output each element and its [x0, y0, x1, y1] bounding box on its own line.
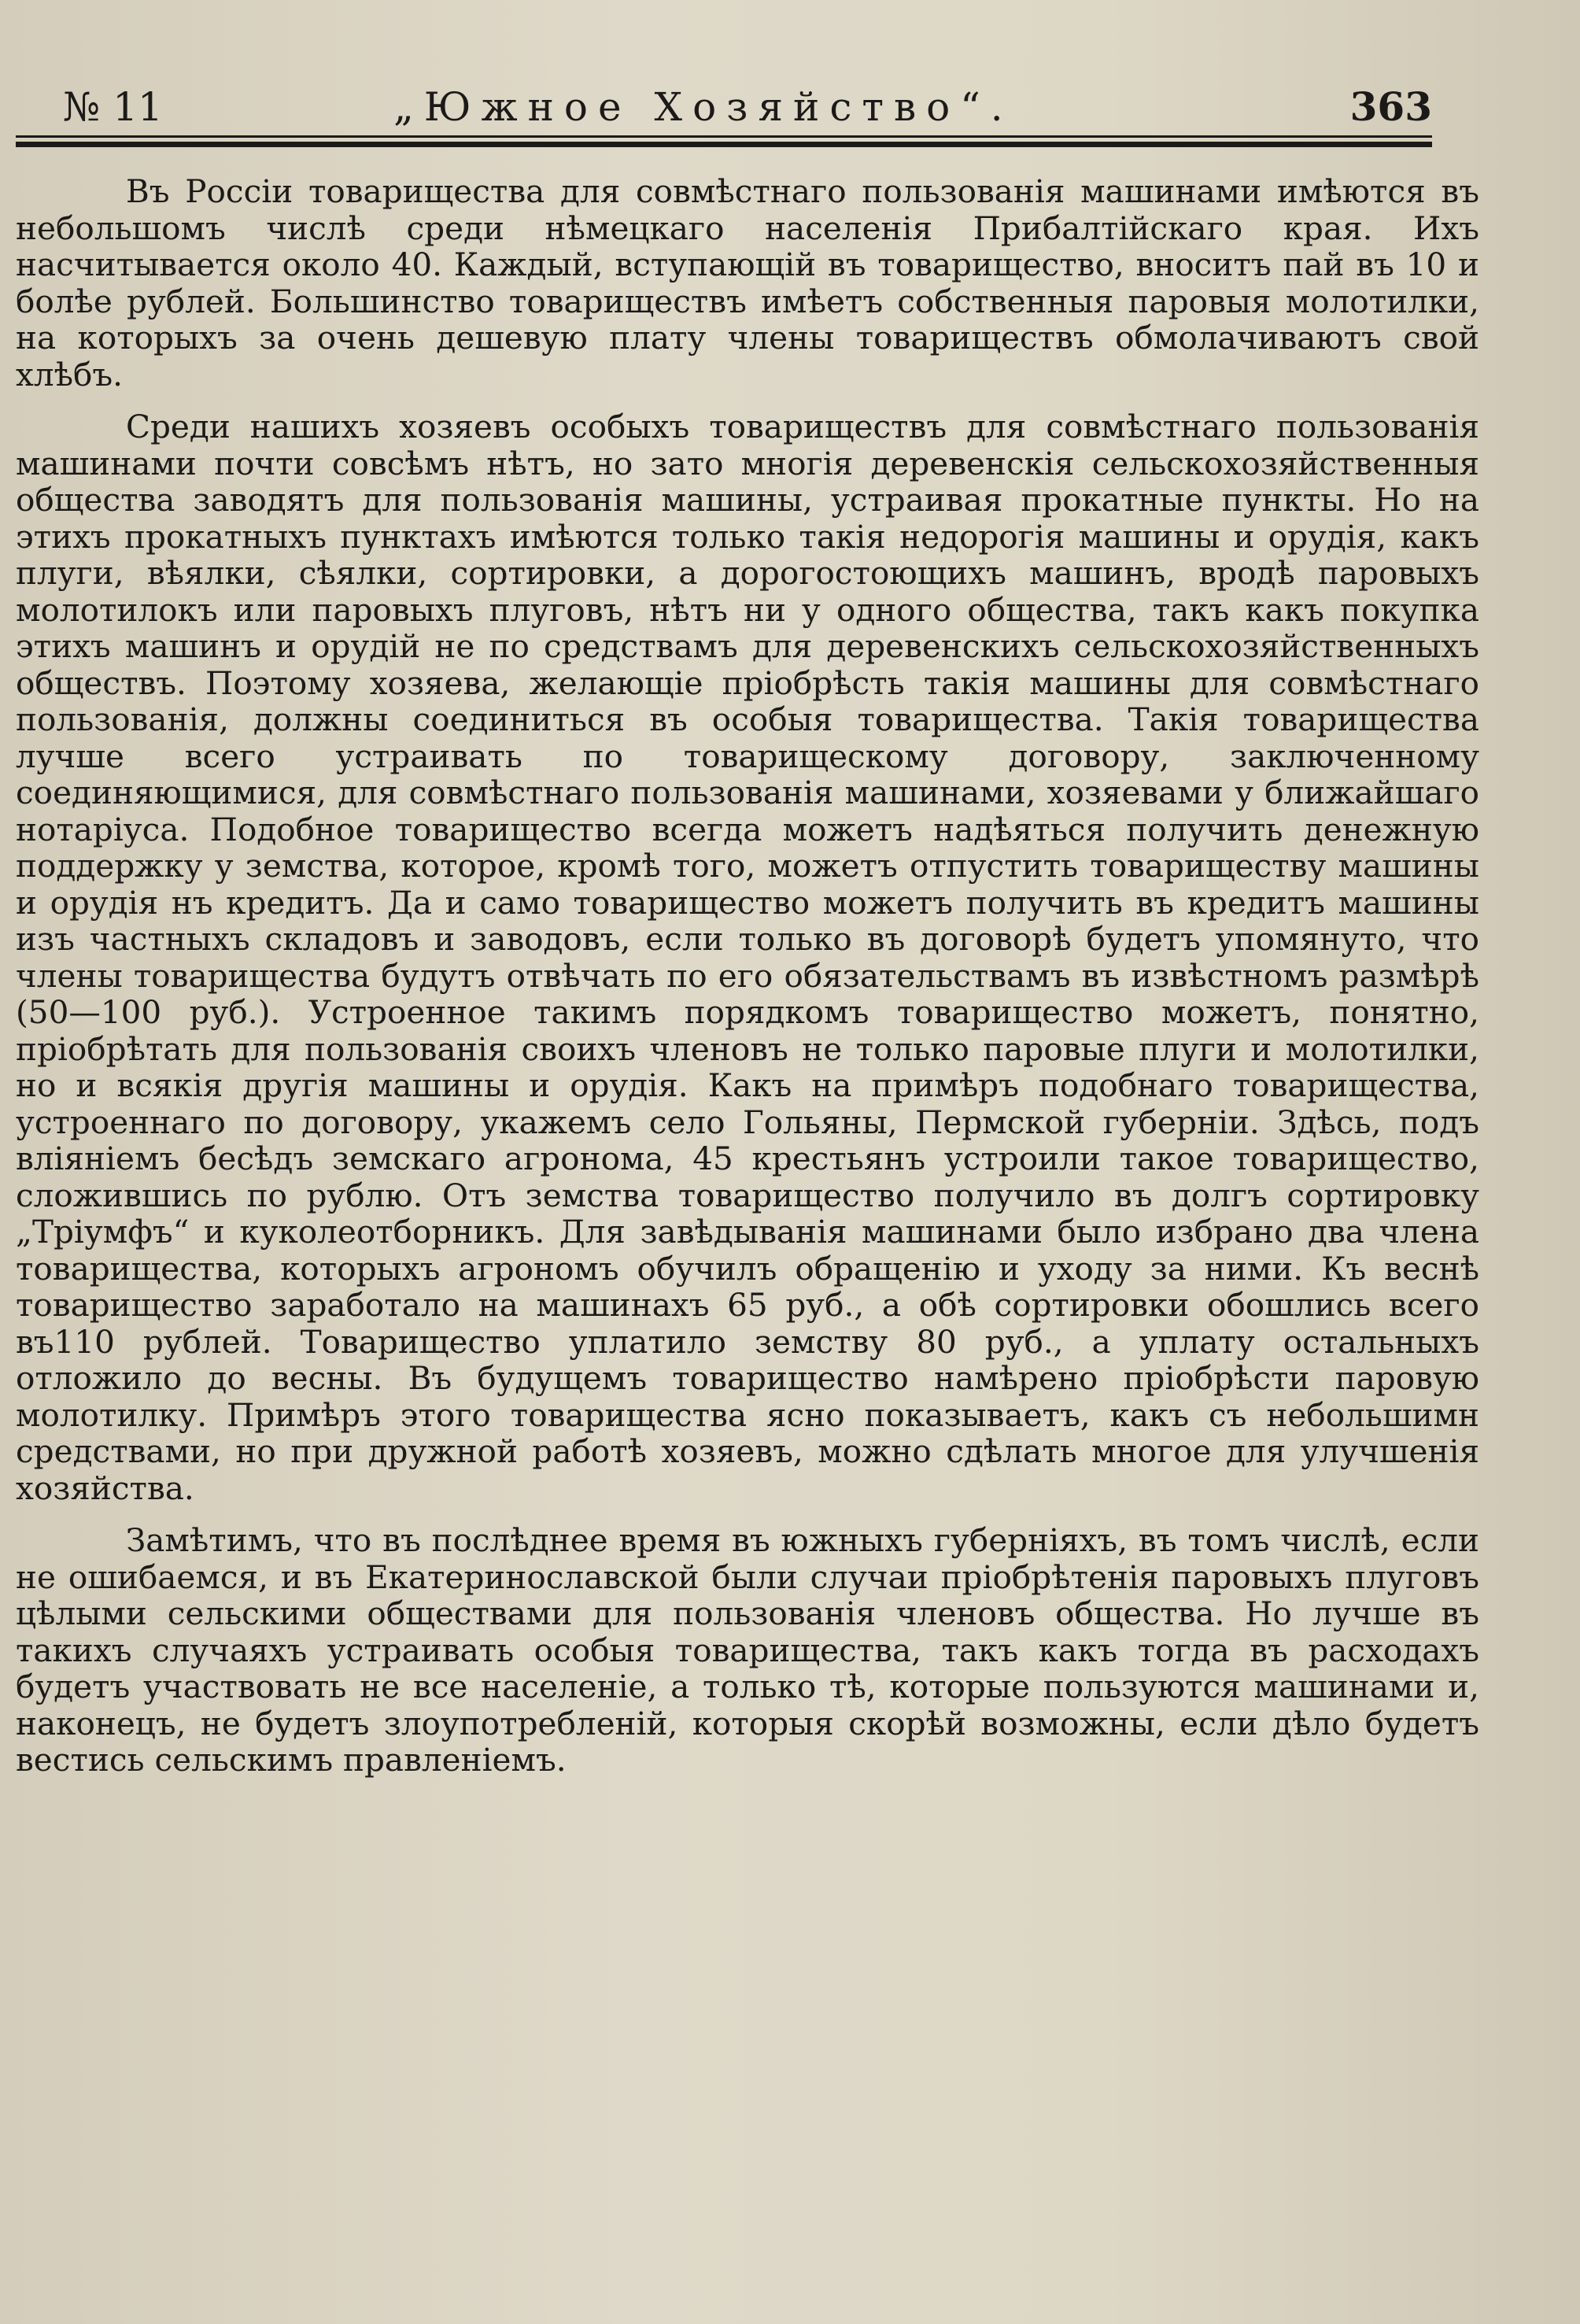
journal-title: „Южное Хозяйство“.	[393, 84, 1013, 130]
header-rule-thick	[16, 142, 1432, 147]
header-rule-thin	[16, 135, 1432, 138]
paragraph-southern-provinces: Замѣтимъ, что въ послѣднее время въ южныхъ губерніяхъ, въ томъ числѣ, если не ошибаемся, и въ Екатеринославской были случаи пріобрѣтенія паровыхъ плуговъ цѣлыми сельскими обществами для пользованія членовъ общества. Но лучше въ такихъ случаяхъ устраивать особыя товарищества, такъ какъ тогда въ расходахъ будетъ участвовать не все населеніе, а только тѣ, которые пользуются машинами и, наконецъ, не будетъ злоупотребленій, которыя скорѣй возможны, если дѣло будетъ вестись сельскимъ правленіемъ.	[16, 1521, 1479, 1779]
page-number: 363	[1349, 83, 1432, 130]
running-header	[63, 76, 1432, 139]
paragraph-machine-cooperatives: Среди нашихъ хозяевъ особыхъ товариществъ для совмѣстнаго пользованія машинами почти совсѣмъ нѣтъ, но зато многія деревенскія сельскохозяйственныя общества заводятъ для пользованія машины, устраивая прокатные пункты. Но на этихъ прокатныхъ пунктахъ имѣются только такія недорогія машины и орудія, какъ плуги, вѣялки, сѣялки, сортировки, а дорогостоющихъ машинъ, вродѣ паровыхъ молотилокъ или паровыхъ плуговъ, нѣтъ ни у одного общества, такъ какъ покупка этихъ машинъ и орудій не по средствамъ для деревенскихъ сельскохозяйственныхъ обществъ. Поэтому хозяева, желающіе пріобрѣсть такія машины для совмѣстнаго пользованія, должны соединиться въ особыя товарищества. Такія товарищества лучше всего устраивать по товарищескому договору, заключенному соединяющимися, для совмѣстнаго пользованія машинами, хозяевами у ближайшаго нотаріуса. Подобное товарищество всегда можетъ надѣяться получить денежную поддержку у земства, которое, кромѣ того, можетъ отпустить товариществу машины и орудія нъ кредитъ. Да и само товарищество можетъ получить въ кредитъ машины изъ частныхъ складовъ и заводовъ, если только въ договорѣ будетъ упомянуто, что члены товарищества будутъ отвѣчать по его обязательствамъ въ извѣстномъ размѣрѣ (50—100 руб.). Устроенное такимъ порядкомъ товарищество можетъ, понятно, пріобрѣтать для пользованія своихъ членовъ не только паровые плуги и молотилки, но и всякія другія машины и орудія. Какъ на примѣръ подобнаго товарищества, устроеннаго по договору, укажемъ село Гольяны, Пермской губерніи. Здѣсь, подъ вліяніемъ бесѣдъ земскаго агронома, 45 крестьянъ устроили такое товарищество, сложившись по рублю. Отъ земства товарищество получило въ долгъ сортировку „Тріумфъ“ и куколеотборникъ. Для завѣдыванія машинами было избрано два члена товарищества, которыхъ агрономъ обучилъ обращенію и уходу за ними. Къ веснѣ товарищество заработало на машинахъ 65 руб., а обѣ сортировки обошлись всего въ110 рублей. Товарищество уплатило земству 80 руб., а уплату остальныхъ отложило до весны. Въ будущемъ товарищество намѣрено пріобрѣсти паровую молотилку. Примѣръ этого товарищества ясно показываетъ, какъ съ небольшимн средствами, но при дружной работѣ хозяевъ, можно сдѣлать многое для улучшенія хозяйства.	[16, 408, 1479, 1507]
issue-number: № 11	[63, 84, 163, 130]
paragraph-baltic-cooperatives: Въ Россіи товарищества для совмѣстнаго пользованія машинами имѣются въ небольшомъ числѣ среди нѣмецкаго населенія Прибалтійскаго края. Ихъ насчитывается около 40. Каждый, вступающій въ товарищество, вноситъ пай въ 10 и болѣе рублей. Большинство товариществъ имѣетъ собственныя паровыя молотилки, на которыхъ за очень дешевую плату члены товариществъ обмолачиваютъ свой хлѣбъ.	[16, 172, 1479, 393]
article-body	[16, 173, 1479, 1794]
